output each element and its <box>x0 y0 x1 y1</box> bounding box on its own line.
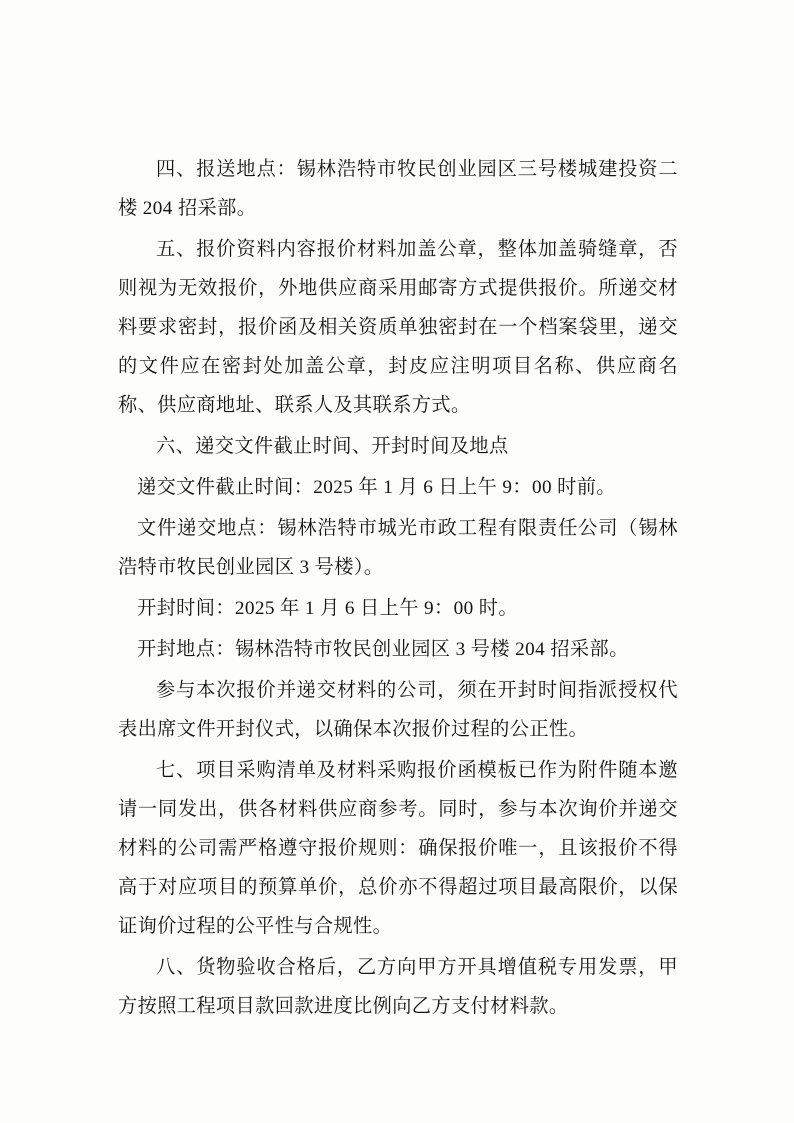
paragraph-item-five: 五、报价资料内容报价材料加盖公章，整体加盖骑缝章，否则视为无效报价，外地供应商采用邮寄方式提供报价。所递交材料要求密封，报价函及相关资质单独密封在一个档案袋里，递交的文件应在密封处加盖公章，封皮应注明项目名称、供应商名称、供应商地址、联系人及其联系方式。 <box>118 239 678 416</box>
paragraph-submission-place: 文件递交地点：锡林浩特市城光市政工程有限责任公司（锡林浩特市牧民创业园区 3 号楼）。 <box>118 518 678 578</box>
paragraph-opening-time: 开封时间：2025 年 1 月 6 日上午 9：00 时。 <box>137 598 518 619</box>
paragraph-item-four: 四、报送地点：锡林浩特市牧民创业园区三号楼城建投资二楼 204 招采部。 <box>118 159 678 219</box>
paragraph-item-eight: 八、货物验收合格后，乙方向甲方开具增值税专用发票，甲方按照工程项目款回款进度比例向乙方支付材料款。 <box>118 957 678 1017</box>
paragraph-attendance: 参与本次报价并递交材料的公司，须在开封时间指派授权代表出席文件开封仪式，以确保本次报价过程的公正性。 <box>118 680 678 740</box>
paragraph-item-seven: 七、项目采购清单及材料采购报价函模板已作为附件随本邀请一同发出，供各材料供应商参考。同时，参与本次询价并递交材料的公司需严格遵守报价规则：确保报价唯一，且该报价不得高于对应项目的预算单价，总价亦不得超过项目最高限价，以保证询价过程的公平性与合规性。 <box>118 760 678 937</box>
document-body <box>118 150 678 1028</box>
paragraph-item-six: 六、递交文件截止时间、开封时间及地点 <box>156 436 509 457</box>
paragraph-opening-place: 开封地点：锡林浩特市牧民创业园区 3 号楼 204 招采部。 <box>137 639 629 660</box>
paragraph-deadline: 递交文件截止时间：2025 年 1 月 6 日上午 9：00 时前。 <box>137 477 616 498</box>
